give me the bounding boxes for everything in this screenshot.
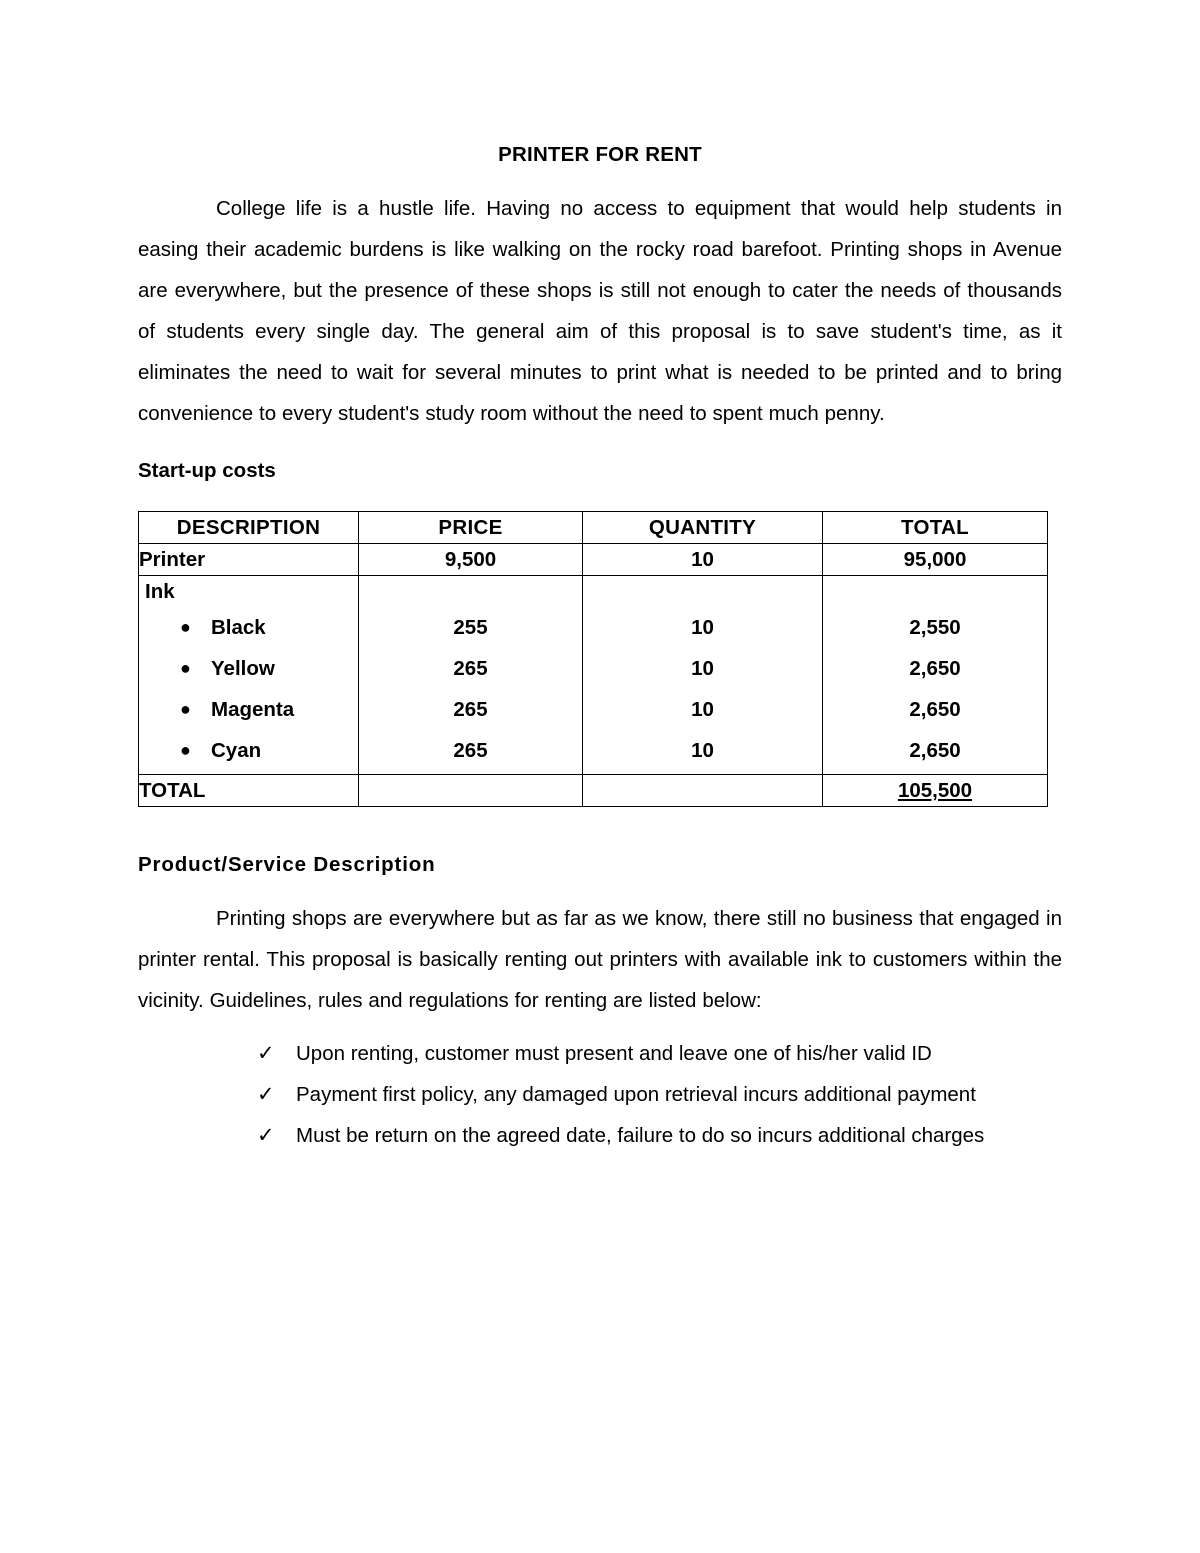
cell-total-quantity	[583, 775, 823, 807]
cell-printer-price: 9,500	[359, 544, 583, 576]
ink-item-list	[139, 607, 358, 771]
list-item	[139, 607, 358, 648]
ink-item-label: Black	[211, 616, 266, 639]
list-item	[139, 689, 358, 730]
ink-price-value: 265	[453, 739, 488, 762]
rule-text: Must be return on the agreed date, failure to do so incurs additional charges	[296, 1124, 985, 1147]
ink-quantity-value: 10	[691, 739, 714, 762]
intro-paragraph: College life is a hustle life. Having no access to equipment that would help students in easing their academic burdens is like walking on the rocky road barefoot. Printing shops in Avenue are everywhere, but the presence of these shops is still not enough to cater the needs of thousands of students every single day. The general aim of this proposal is to save student's time, as it eliminates the need to wait for several minutes to print what is needed to be printed and to bring convenience to every student's study room without the need to spent much penny.	[138, 197, 1062, 425]
rule-text: Payment first policy, any damaged upon retrieval incurs additional payment	[296, 1083, 976, 1106]
bullet-icon: ●	[180, 617, 191, 637]
product-service-heading: Product/Service Description	[138, 853, 436, 876]
cell-printer-quantity: 10	[583, 544, 823, 576]
ink-item-label: Cyan	[211, 739, 262, 762]
ink-quantity-values	[583, 576, 822, 771]
column-header-total: TOTAL	[823, 512, 1048, 544]
column-header-price: PRICE	[359, 512, 583, 544]
column-header-quantity: QUANTITY	[583, 512, 823, 544]
page-title: PRINTER FOR RENT	[498, 143, 702, 166]
ink-price-value: 265	[453, 657, 488, 680]
list-item	[139, 730, 358, 771]
ink-price-value: 255	[453, 616, 488, 639]
ink-price-values	[359, 576, 582, 771]
cell-total-label: TOTAL	[139, 775, 359, 807]
cell-total-amount: 105,500	[823, 775, 1048, 807]
spacer	[583, 576, 822, 607]
ink-total-value: 2,550	[909, 616, 961, 639]
cell-ink-prices	[359, 576, 583, 775]
spacer	[359, 576, 582, 607]
table-row-total	[139, 775, 1048, 807]
list-item	[138, 1074, 1062, 1115]
table-row	[139, 544, 1048, 576]
ink-quantity-value: 10	[691, 698, 714, 721]
bullet-icon: ●	[180, 658, 191, 678]
cell-printer-description: Printer	[139, 544, 359, 576]
startup-costs-heading: Start-up costs	[138, 459, 276, 482]
ink-price-value: 265	[453, 698, 488, 721]
ink-total-value: 2,650	[909, 657, 961, 680]
column-header-description: DESCRIPTION	[139, 512, 359, 544]
ink-total-value: 2,650	[909, 698, 961, 721]
check-icon: ✓	[257, 1042, 275, 1065]
ink-item-label: Yellow	[211, 657, 275, 680]
cell-total-price	[359, 775, 583, 807]
startup-costs-table-container	[138, 511, 1062, 807]
ink-group-label: Ink	[145, 580, 175, 603]
document-content	[138, 0, 1062, 1156]
bullet-icon: ●	[180, 740, 191, 760]
cell-ink-description	[139, 576, 359, 775]
list-item	[139, 648, 358, 689]
ink-item-label: Magenta	[211, 698, 295, 721]
check-icon: ✓	[257, 1083, 275, 1106]
ink-quantity-value: 10	[691, 657, 714, 680]
cell-ink-quantities	[583, 576, 823, 775]
cell-ink-totals	[823, 576, 1048, 775]
ink-quantity-value: 10	[691, 616, 714, 639]
table-header-row	[139, 512, 1048, 544]
ink-total-value: 2,650	[909, 739, 961, 762]
list-item	[138, 1033, 1062, 1074]
cell-printer-total: 95,000	[823, 544, 1048, 576]
startup-costs-table	[138, 511, 1048, 807]
check-icon: ✓	[257, 1124, 275, 1147]
rules-list	[138, 1033, 1062, 1156]
rule-text: Upon renting, customer must present and leave one of his/her valid ID	[296, 1042, 932, 1065]
list-item	[138, 1115, 1062, 1156]
bullet-icon: ●	[180, 699, 191, 719]
spacer	[823, 576, 1047, 607]
ink-total-values	[823, 576, 1047, 771]
product-service-paragraph: Printing shops are everywhere but as far as we know, there still no business that engaged in printer rental. This proposal is basically renting out printers with available ink to customers within the vicinity. Guidelines, rules and regulations for renting are listed below:	[138, 907, 1062, 1012]
table-row-ink-group	[139, 576, 1048, 775]
